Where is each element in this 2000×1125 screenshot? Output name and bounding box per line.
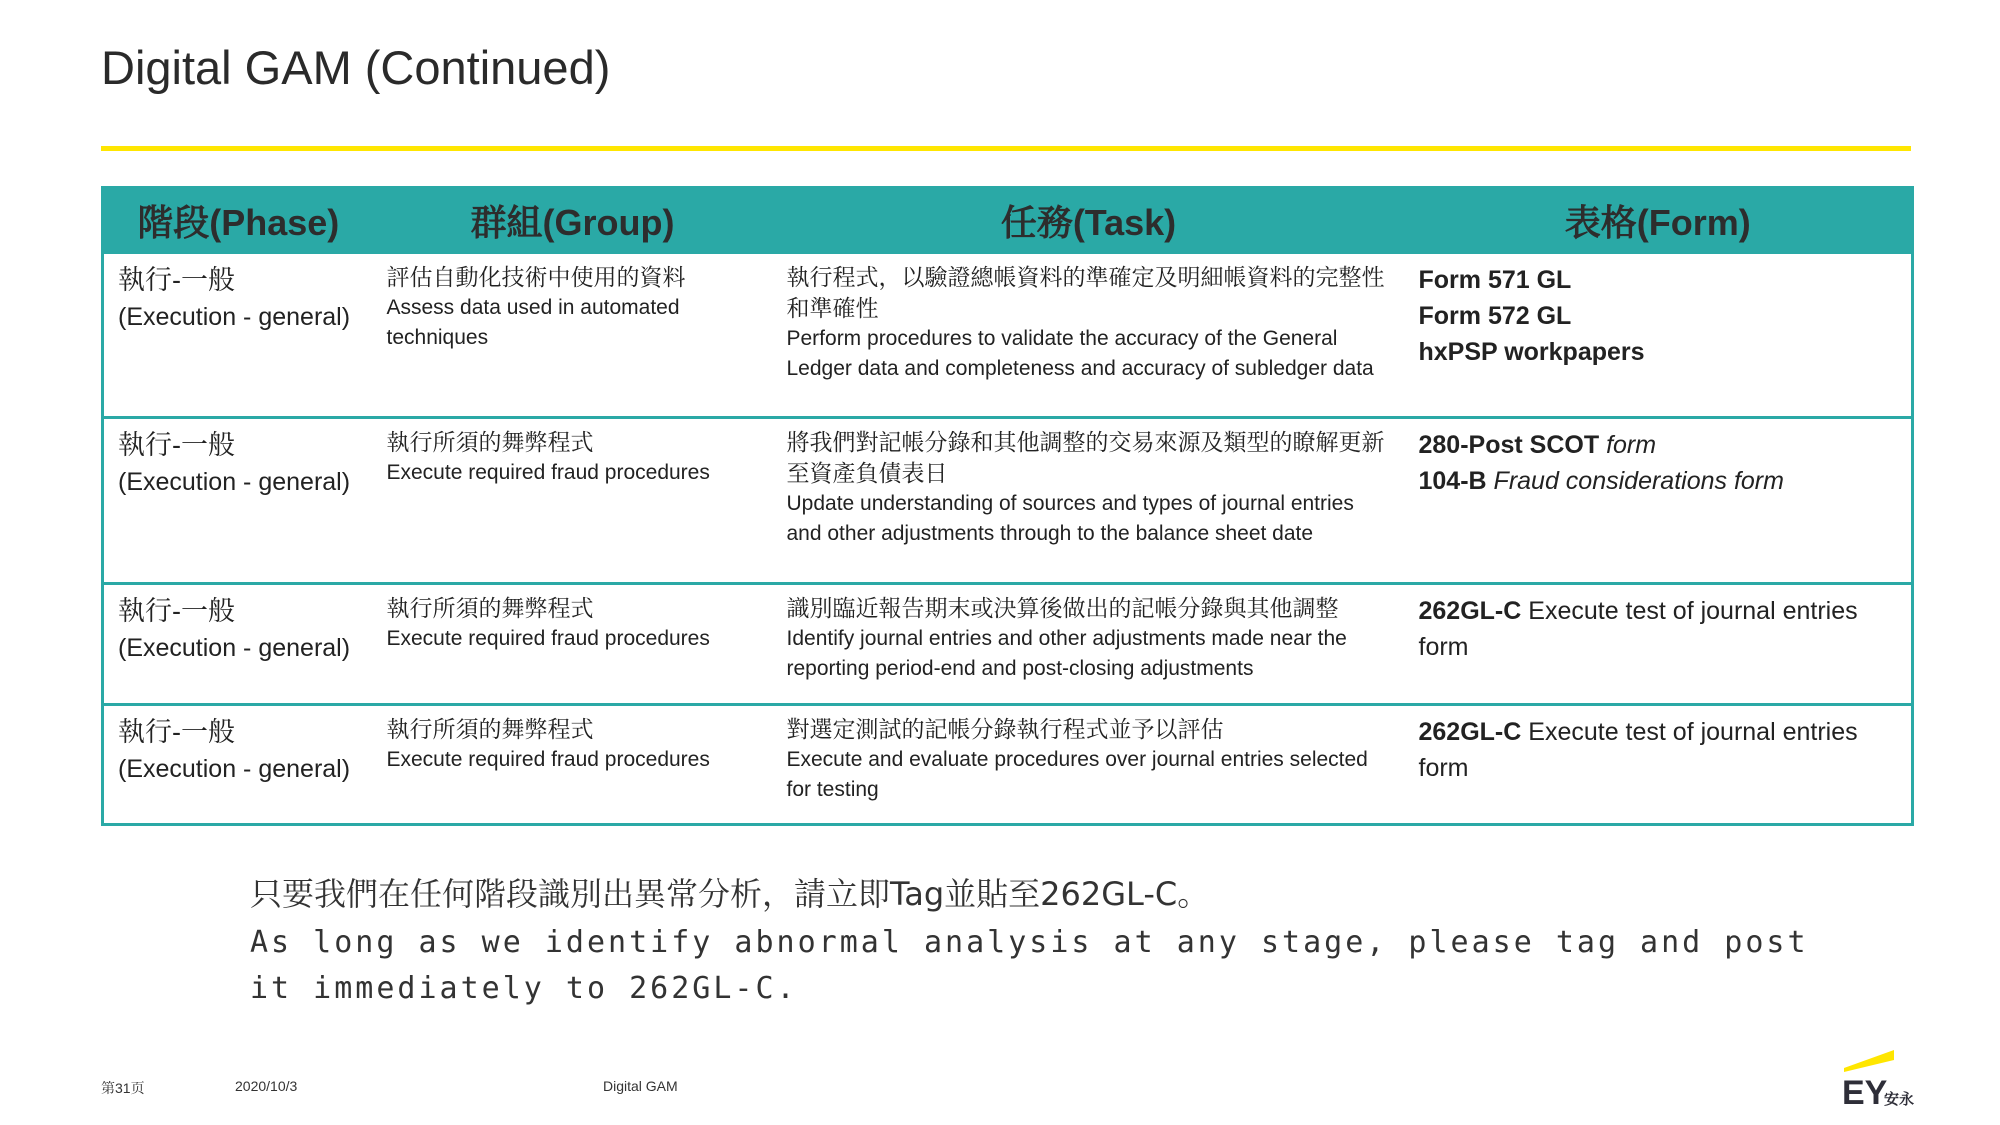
phase-en: (Execution - general) [118,755,351,783]
task-en: Identify journal entries and other adjustments made near the reporting period-end and post-closing adjustments [786,627,1347,680]
ey-logo-mark [1842,1048,1914,1106]
header-group: 群組(Group) [373,188,773,253]
group-zh: 執行所須的舞弊程式 [386,429,594,455]
group-en: Execute required fraud procedures [386,748,710,771]
table-row [103,584,1913,705]
task-cell [773,253,1405,418]
form-cell [1405,705,1913,825]
phase-en: (Execution - general) [118,468,351,496]
yellow-divider [101,146,1911,151]
task-cell [773,418,1405,584]
svg-text:安永: 安永 [1884,1090,1914,1106]
form-line: hxPSP workpapers [1418,338,1645,366]
ey-logo [1842,1048,1914,1106]
form-line: 262GL-C Execute test of journal entries form [1418,597,1858,661]
table-row [103,253,1913,418]
form-cell [1405,584,1913,705]
phase-cell [103,705,373,825]
form-line: 262GL-C Execute test of journal entries form [1418,718,1858,782]
form-line: Form 571 GL [1418,266,1572,294]
group-zh: 執行所須的舞弊程式 [386,595,594,621]
group-zh: 評估自動化技術中使用的資料 [386,264,686,290]
phase-zh: 執行-一般 [118,596,235,626]
task-en: Execute and evaluate procedures over journal entries selected for testing [786,748,1368,801]
note-zh: 只要我們在任何階段識別出異常分析，請立即Tag並貼至262GL-C。 [250,875,1210,913]
group-en: Assess data used in automated techniques [386,296,680,349]
note-block [250,868,1810,1012]
table-header-row [103,188,1913,253]
group-cell [373,584,773,705]
form-cell [1405,418,1913,584]
task-zh: 識別臨近報告期末或決算後做出的記帳分錄與其他調整 [786,595,1339,621]
page-title: Digital GAM (Continued) [101,41,611,94]
phase-en: (Execution - general) [118,303,351,331]
footer-page-number: 第31页 [101,1080,145,1096]
svg-text:EY: EY [1842,1074,1888,1106]
group-en: Execute required fraud procedures [386,627,710,650]
task-cell [773,705,1405,825]
gam-table [101,186,1914,826]
form-cell [1405,253,1913,418]
note-en: As long as we identify abnormal analysis at any stage, please tag and post it immediately to 262GL-C. [250,925,1809,1006]
phase-zh: 執行-一般 [118,717,235,747]
form-line: 280-Post SCOT form [1418,431,1657,459]
task-en: Perform procedures to validate the accuracy of the General Ledger data and completeness and accuracy of subledger data [786,327,1374,380]
form-line: Form 572 GL [1418,302,1572,330]
header-task: 任務(Task) [773,188,1405,253]
group-en: Execute required fraud procedures [386,461,710,484]
footer-doc-title: Digital GAM [603,1078,678,1094]
task-zh: 對選定測試的記帳分錄執行程式並予以評估 [786,716,1224,742]
phase-cell [103,584,373,705]
task-en: Update understanding of sources and types of journal entries and other adjustments through to the balance sheet date [786,492,1354,545]
phase-en: (Execution - general) [118,634,351,662]
task-zh: 將我們對記帳分錄和其他調整的交易來源及類型的瞭解更新至資產負債表日 [786,429,1385,486]
phase-zh: 執行-一般 [118,265,235,295]
header-form: 表格(Form) [1405,188,1913,253]
header-phase: 階段(Phase) [103,188,373,253]
phase-cell [103,418,373,584]
task-cell [773,584,1405,705]
group-cell [373,705,773,825]
group-zh: 執行所須的舞弊程式 [386,716,594,742]
table-row [103,418,1913,584]
phase-zh: 執行-一般 [118,430,235,460]
phase-cell [103,253,373,418]
group-cell [373,253,773,418]
group-cell [373,418,773,584]
table-row [103,705,1913,825]
task-zh: 執行程式，以驗證總帳資料的準確定及明細帳資料的完整性和準確性 [786,264,1385,321]
footer-date: 2020/10/3 [235,1078,298,1094]
form-line: 104-B Fraud considerations form [1418,467,1784,495]
